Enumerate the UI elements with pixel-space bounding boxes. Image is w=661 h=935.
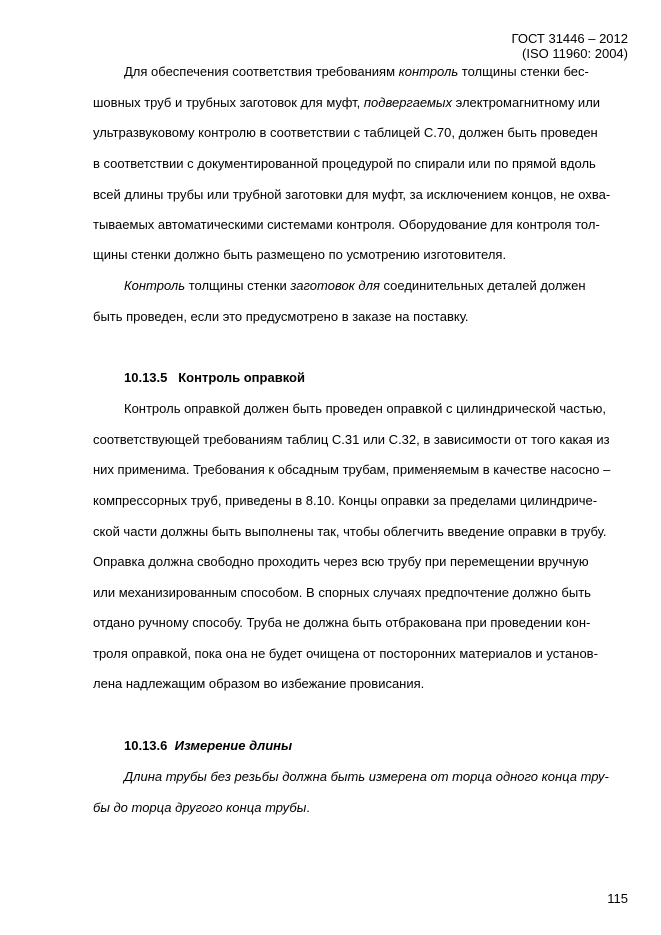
section-10-13-5-line: компрессорных труб, приведены в 8.10. Концы оправки за пределами цилиндриче-: [93, 493, 598, 508]
section-10-13-5-line: соответствующей требованиям таблиц С.31 или С.32, в зависимости от того какая из: [93, 432, 610, 447]
italic-text: Длина трубы без резьбы должна быть измерена от торца одного конца тру-: [124, 769, 609, 784]
page-header: [512, 31, 628, 61]
iso-reference: (ISO 11960: 2004): [522, 46, 628, 61]
para2-line-2: быть проведен, если это предусмотрено в заказе на поставку.: [93, 309, 469, 324]
section-heading-10-13-5: [124, 370, 305, 385]
section-10-13-6-line: [93, 800, 310, 815]
section-title: Измерение длины: [174, 738, 293, 753]
section-title: Контроль оправкой: [178, 370, 305, 385]
section-10-13-5-line: лена надлежащим образом во избежание провисания.: [93, 676, 425, 691]
text: толщины стенки бес-: [458, 64, 589, 79]
text: соединительных деталей должен: [379, 278, 586, 293]
standard-number: ГОСТ 31446 – 2012: [511, 31, 628, 46]
para1-line-3: ультразвуковому контролю в соответствии с таблицей С.70, должен быть проведен: [93, 125, 598, 140]
text: электромагнитному или: [452, 95, 601, 110]
text: шовных труб и трубных заготовок для муфт,: [93, 95, 364, 110]
section-10-13-5-line: них применима. Требования к обсадным трубам, применяемым в качестве насосно –: [93, 462, 611, 477]
para1-line-5: всей длины трубы или трубной заготовки для муфт, за исключением концов, не охва-: [93, 187, 611, 202]
section-number: 10.13.5: [124, 370, 168, 385]
text: Для обеспечения соответствия требованиям: [124, 64, 399, 79]
para1-line-1: [124, 64, 589, 79]
para1-line-6: тываемых автоматическими системами контроля. Оборудование для контроля тол-: [93, 217, 600, 232]
section-10-13-5-line: Контроль оправкой должен быть проведен оправкой с цилиндрической частью,: [124, 401, 606, 416]
text: толщины стенки: [185, 278, 291, 293]
para1-line-7: щины стенки должно быть размещено по усмотрению изготовителя.: [93, 247, 507, 262]
para2-line-1: [124, 278, 586, 293]
section-10-13-5-line: ской части должны быть выполнены так, чтобы облегчить введение оправки в трубу.: [93, 524, 607, 539]
section-10-13-5-line: троля оправкой, пока она не будет очищена от посторонних материалов и установ-: [93, 646, 598, 661]
page-number: 115: [607, 891, 628, 906]
section-10-13-5-line: или механизированным способом. В спорных случаях предпочтение должно быть: [93, 585, 591, 600]
text: .: [306, 800, 310, 815]
section-10-13-5-line: Оправка должна свободно проходить через всю трубу при перемещении вручную: [93, 554, 589, 569]
italic-text: бы до торца другого конца трубы: [93, 800, 307, 815]
section-10-13-5-line: отдано ручному способу. Труба не должна быть отбракована при проведении кон-: [93, 615, 591, 630]
section-number: 10.13.6: [124, 738, 168, 753]
italic-text: контроль: [398, 64, 459, 79]
para1-line-4: в соответствии с документированной процедурой по спирали или по прямой вдоль: [93, 156, 596, 171]
section-10-13-6-line: [124, 769, 609, 784]
section-heading-10-13-6: [124, 738, 292, 753]
italic-text: заготовок для: [290, 278, 380, 293]
italic-text: подвергаемых: [363, 95, 452, 110]
italic-text: Контроль: [124, 278, 186, 293]
para1-line-2: [93, 95, 600, 110]
